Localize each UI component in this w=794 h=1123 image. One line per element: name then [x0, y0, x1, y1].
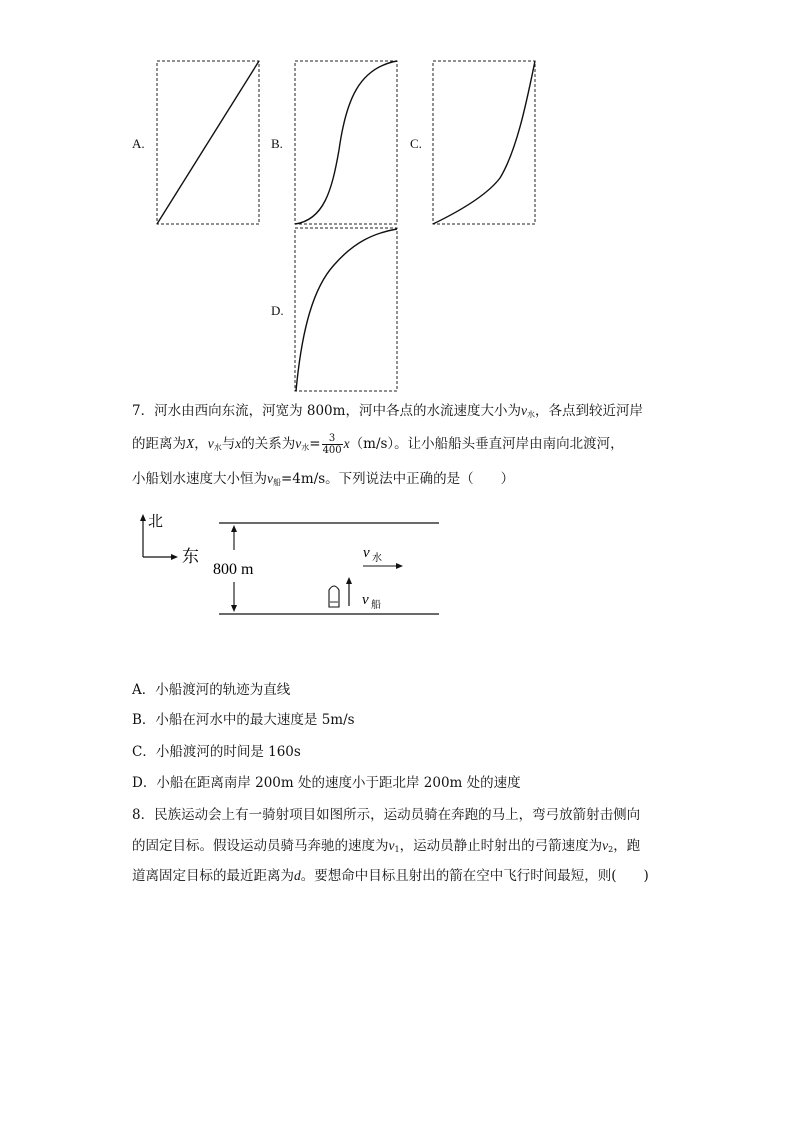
q8-line-3 — [132, 866, 649, 886]
v1-sub: 1 — [394, 845, 400, 854]
v-symbol: v — [267, 471, 273, 486]
q7-option-c: C．小船渡河的时间是 160s — [132, 744, 301, 760]
equals: = — [309, 436, 321, 452]
q7-option-a: A．小船渡河的轨迹为直线 — [132, 682, 291, 698]
v-symbol: v — [520, 403, 527, 418]
option-a-letter: A. — [132, 136, 145, 151]
frac-num: 3 — [322, 433, 343, 445]
q8-text-2a: 的固定目标。假设运动员骑马奔驰的速度为 — [132, 838, 389, 854]
sub-water: 水 — [213, 443, 222, 452]
graph-b-frame — [295, 61, 397, 224]
east-label: 东 — [182, 547, 199, 567]
x-symbol-cap: X — [186, 436, 195, 451]
q7-option-d: D．小船在距离南岸 200m 处的速度小于距北岸 200m 处的速度 — [132, 775, 521, 791]
width-label: 800 m — [213, 561, 254, 578]
q8-text-3b: 。要想命中目标且射出的箭在空中飞行时间最短，则( ) — [300, 868, 649, 884]
q8-text-2b: ，运动员静止时射出的弓箭速度为 — [399, 838, 603, 854]
q7-line-2 — [132, 433, 624, 458]
graph-d — [294, 227, 398, 392]
v1-symbol: v — [388, 838, 395, 853]
v2-sub: 2 — [608, 845, 614, 854]
q7-option-b: B．小船在河水中的最大速度是 5m/s — [132, 712, 355, 728]
v2-symbol: v — [602, 838, 609, 853]
boat-arrowhead-icon — [346, 577, 352, 584]
q7-text-2d: 的关系为 — [241, 436, 296, 452]
s-curve-icon — [295, 61, 397, 224]
q7-text-2b: ， — [194, 436, 208, 452]
q7-line-1 — [132, 401, 643, 425]
q8-text-2c: ，跑 — [613, 838, 641, 854]
water-arrowhead-icon — [396, 563, 403, 569]
boat-icon — [329, 586, 339, 607]
x-symbol: x — [235, 436, 242, 451]
v-symbol: v — [295, 436, 302, 451]
q7-line-3 — [132, 469, 514, 493]
sub-water: 水 — [526, 410, 535, 419]
q8-line-1: 8．民族运动会上有一骑射项目如图所示，运动员骑在奔跑的马上，弯弓放箭射击侧向 — [132, 807, 641, 823]
arrowhead-up-icon — [231, 525, 237, 532]
sub-boat: 船 — [273, 478, 281, 487]
graph-a — [156, 60, 260, 225]
graph-c-frame — [433, 61, 535, 224]
q7-text-1: 7．河水由西向东流，河宽为 800m，河中各点的水流速度大小为 — [132, 403, 521, 419]
north-label: 北 — [148, 512, 164, 530]
q7-text-3b: =4m/s。下列说法中正确的是（ ） — [281, 471, 515, 487]
v-water-sub: 水 — [372, 553, 382, 564]
q7-text-2c: 与 — [221, 436, 236, 452]
north-arrowhead-icon — [140, 514, 146, 521]
graph-c — [432, 60, 536, 225]
river-diagram — [126, 510, 446, 625]
v-boat-sub: 船 — [371, 600, 381, 611]
frac-den: 400 — [322, 445, 342, 456]
q8-line-2 — [132, 836, 640, 860]
q7-text-3a: 小船划水速度大小恒为 — [132, 471, 267, 487]
arrowhead-down-icon — [231, 605, 237, 612]
v-water-label: v — [363, 545, 370, 561]
v-symbol: v — [207, 436, 214, 451]
linear-curve-icon — [157, 61, 259, 224]
sub-water: 水 — [301, 443, 310, 452]
option-d-letter: D. — [271, 303, 284, 318]
fraction — [322, 433, 343, 456]
concave-curve-icon — [296, 229, 397, 391]
q7-unit: （m/s）。让小船船头垂直河岸由南向北渡河， — [349, 436, 624, 452]
option-c-letter: C. — [410, 136, 422, 151]
graph-b — [294, 60, 398, 225]
q7-text-1-end: ，各点到较近河岸 — [534, 403, 643, 419]
option-b-letter: B. — [271, 136, 283, 151]
x-symbol: x — [343, 436, 350, 451]
east-arrowhead-icon — [171, 554, 178, 560]
convex-curve-icon — [433, 61, 535, 224]
q7-text-2a: 的距离为 — [132, 436, 186, 452]
q8-text-3a: 道离固定目标的最近距离为 — [132, 868, 294, 884]
d-symbol: d — [294, 868, 301, 883]
v-boat-label: v — [362, 592, 369, 608]
